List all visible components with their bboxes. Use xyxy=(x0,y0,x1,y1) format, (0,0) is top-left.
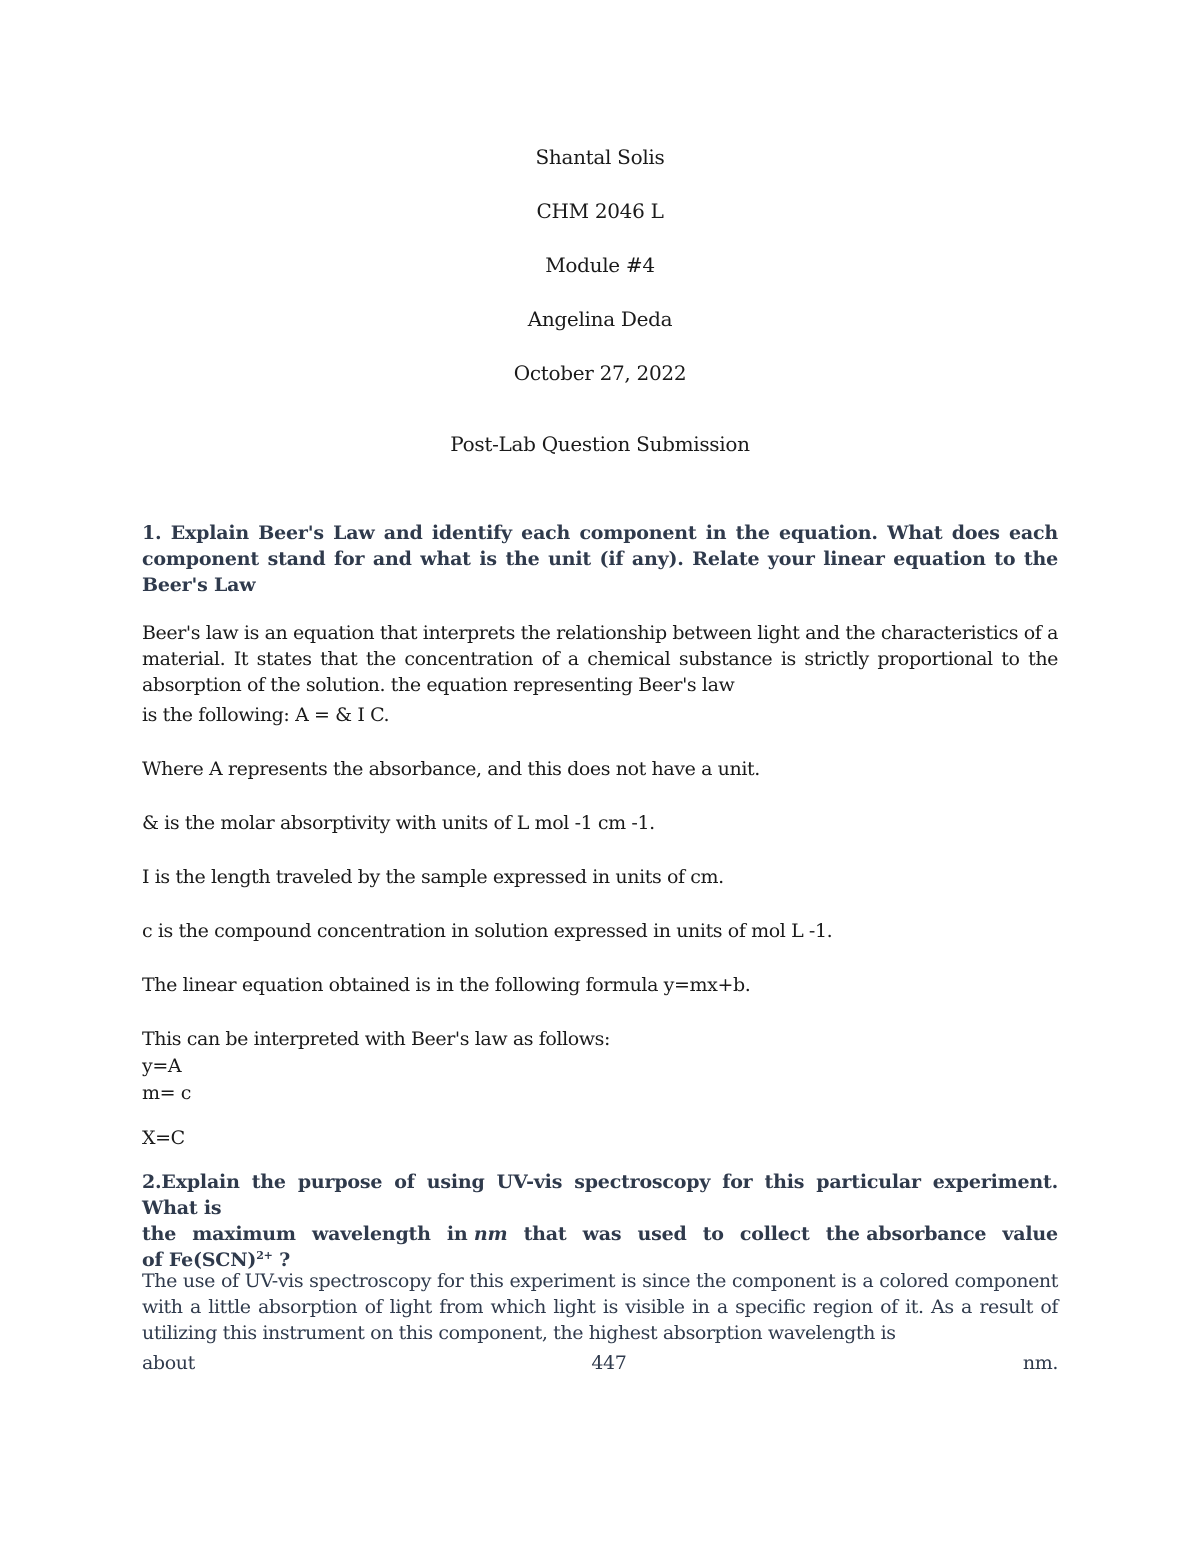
q2-wavelength-value: 447 xyxy=(591,1352,627,1374)
q2-about: about xyxy=(142,1352,195,1374)
q2-answer-last-line xyxy=(142,1350,1058,1376)
m-mapping: m= c xyxy=(142,1082,192,1104)
y-mapping: y=A xyxy=(142,1055,182,1077)
q2-word: the xyxy=(142,1223,177,1245)
q2-word: absorbance xyxy=(866,1223,987,1245)
q2-word: wavelength xyxy=(311,1223,431,1245)
q2-word: to xyxy=(702,1223,724,1245)
question-2 xyxy=(142,1169,1058,1273)
document-title: Post-Lab Question Submission xyxy=(450,432,750,456)
molar-absorptivity-definition: & is the molar absorptivity with units of L mol -1 cm -1. xyxy=(142,812,655,834)
q2-word: was xyxy=(582,1223,622,1245)
q2-word: used xyxy=(637,1223,687,1245)
q2-formula-charge: 2+ xyxy=(256,1249,273,1262)
module-number: Module #4 xyxy=(545,253,655,277)
q2-answer-paragraph: The use of UV-vis spectroscopy for this experiment is since the component is a colored component with a little absorption of light from which light is visible in a specific region of it. As a result of utilizing this instrument on this component, the highest absorption wavelength is xyxy=(142,1270,1058,1344)
q2-word: the xyxy=(825,1223,860,1245)
q2-wavelength-unit: nm. xyxy=(1022,1352,1058,1374)
q1-answer-text: Beer's law is an equation that interprets the relationship between light and the characteristics of a material. It states that the concentration of a chemical substance is strictly proportional to the absorption of the solution. the equation representing Beer's law xyxy=(142,622,1058,696)
instructor-name: Angelina Deda xyxy=(527,307,673,331)
q2-word: that xyxy=(523,1223,567,1245)
concentration-definition: c is the compound concentration in solution expressed in units of mol L -1. xyxy=(142,920,833,942)
path-length-definition: I is the length traveled by the sample expressed in units of cm. xyxy=(142,866,724,888)
course-code: CHM 2046 L xyxy=(536,199,664,223)
q2-word: collect xyxy=(739,1223,810,1245)
x-mapping: X=C xyxy=(142,1127,185,1149)
q2-word: in xyxy=(446,1223,468,1245)
question-1: 1. Explain Beer's Law and identify each component in the equation. What does each component stand for and what is the unit (if any). Relate your linear equation to the Beer's Law xyxy=(142,522,1058,596)
q1-answer-paragraph xyxy=(142,620,1058,698)
q2-word: maximum xyxy=(192,1223,296,1245)
student-name: Shantal Solis xyxy=(535,145,665,169)
q2-unit-nm: nm xyxy=(473,1223,508,1245)
linear-equation-text: The linear equation obtained is in the following formula y=mx+b. xyxy=(142,974,751,996)
absorbance-definition: Where A represents the absorbance, and this does not have a unit. xyxy=(142,758,760,780)
interpretation-intro: This can be interpreted with Beer's law as follows: xyxy=(142,1028,611,1050)
q2-question-mark: ? xyxy=(272,1249,291,1271)
question-2-line-2 xyxy=(142,1221,1058,1247)
q2-word-group xyxy=(826,1221,987,1247)
submission-date: October 27, 2022 xyxy=(513,361,687,385)
question-2-line-1: 2.Explain the purpose of using UV-vis spectroscopy for this particular experiment. What is xyxy=(142,1171,1058,1219)
beers-law-equation: is the following: A = & I C. xyxy=(142,704,390,726)
q2-word: value xyxy=(1002,1223,1058,1245)
q2-formula: of Fe(SCN) xyxy=(142,1249,257,1271)
q2-word-group xyxy=(447,1221,508,1247)
